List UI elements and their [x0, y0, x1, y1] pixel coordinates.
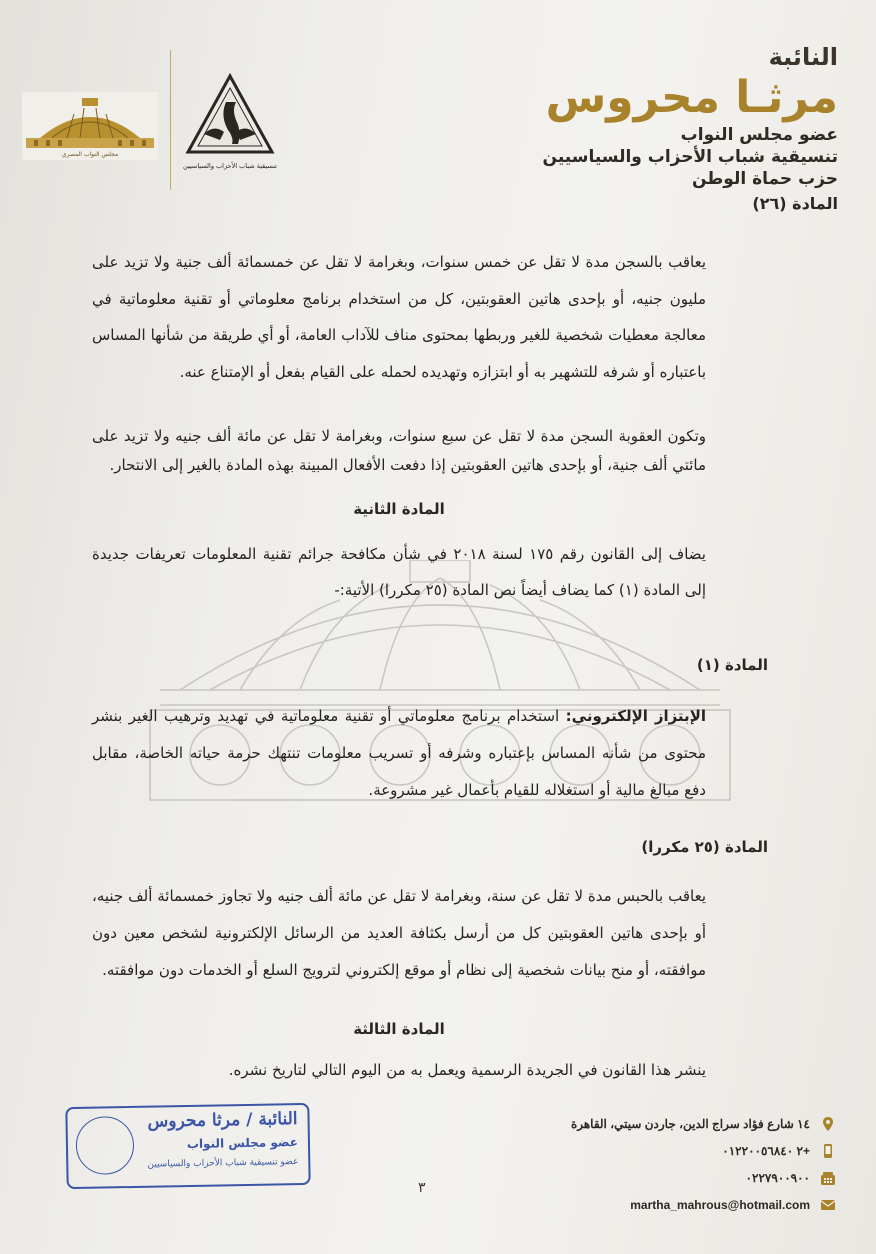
member-title: النائبة — [768, 43, 838, 71]
stamp-line-2: عضو مجلس النواب — [186, 1135, 299, 1152]
official-stamp — [65, 1103, 310, 1189]
definition-term: الإبتزاز الإلكتروني: — [565, 707, 706, 725]
parliament-logo-text: مجلس النواب المصري — [61, 151, 119, 158]
page-number: ٣ — [418, 1180, 426, 1196]
article-25bis-paragraph: يعاقب بالحبس مدة لا تقل عن سنة، وبغرامة لا تقل عن مائة ألف جنيه ولا تجاوز خمسمائة ألف جنيه، أو بإحدى هاتين العقوبتين كل من أرسل بكثافة العديد من الرسائل الإلكترونية لشخص معين دون موافقته، أو منح بيانات شخصية إلى نظام أو موقع إلكتروني لترويج السلع أو الخدمات دون موافقته. — [92, 887, 706, 979]
party-coordination-logo — [180, 72, 280, 182]
article-26-paragraph-2: وتكون العقوبة السجن مدة لا تقل عن سبع سنوات، وبغرامة لا تقل عن مائة ألف جنيه ولا تزيد على مائتي ألف جنية، أو بإحدى هاتين العقوبتين إذا دفعت الأفعال المبينة بهذه المادة بالغير إلى الانتحار. — [92, 427, 706, 474]
member-role: عضو مجلس النواب — [680, 125, 838, 145]
article-26-paragraph-1: يعاقب بالسجن مدة لا تقل عن خمس سنوات، وبغرامة لا تقل عن خمسمائة ألف جنية ولا تزيد على مليون جنيه، أو بإحدى هاتين العقوبتين، كل من استخدام برنامج معلوماتي أو تقنية معلوماتية في معالجة معطيات شخصية للغير وربطها بمحتوى مناف للآداب العامة، أو أي طريقة من شأنها المساس باعتباره أو شرفه للتشهير به أو ابتزازه وتهديده لحمله على القيام بفعل أو الإمتناع عنه. — [92, 253, 706, 381]
party-logo-text: تنسيقية شباب الأحزاب والسياسيين — [183, 162, 277, 170]
member-name: مرثـا محروس — [545, 72, 838, 123]
article-1-definition — [92, 698, 706, 809]
article-25bis-heading: المادة (٢٥ مكررا) — [641, 838, 768, 856]
mobile-phone-icon — [820, 1143, 836, 1159]
contact-block — [496, 1110, 836, 1218]
letterhead — [538, 42, 838, 216]
contact-address-row — [496, 1110, 836, 1137]
section-2-paragraph: يضاف إلى القانون رقم ١٧٥ لسنة ٢٠١٨ في شأن مكافحة جرائم تقنية المعلومات تعريفات جديدة إلى المادة (١) كما يضاف أيضاً نص المادة (٢٥ مكررا) الأتية:- — [92, 545, 706, 599]
contact-mobile-row — [496, 1137, 836, 1164]
contact-email-row — [496, 1191, 836, 1218]
stamp-line-1: النائبة / مرثا محروس — [147, 1109, 298, 1132]
header-divider — [170, 50, 171, 190]
phone-number[interactable]: ٠٢٢٧٩٠٠٩٠٠ — [745, 1170, 810, 1185]
definition-text: استخدام برنامج معلوماتي أو تقنية معلوماتية في تهديد وترهيب الغير بنشر محتوى من شأنه المساس بإعتباره وشرفه أو تسريب معلومات تنتهك حرمة حياته الخاصة، مقابل دفع مبالغ مالية أو استغلاله للقيام بأعمال غير مشروعة. — [92, 707, 706, 799]
member-party: حزب حماة الوطن — [692, 169, 838, 189]
landline-phone-icon — [820, 1170, 836, 1186]
section-3-paragraph: ينشر هذا القانون في الجريدة الرسمية ويعمل به من اليوم التالي لتاريخ نشره. — [228, 1061, 706, 1079]
address-text: ١٤ شارع فؤاد سراج الدين، جاردن سيتي، القاهرة — [570, 1116, 810, 1131]
member-coordination: تنسيقية شباب الأحزاب والسياسيين — [542, 147, 838, 167]
section-3-heading: المادة الثالثة — [353, 1020, 445, 1038]
mobile-number[interactable]: +٢ ٠١٢٢٠٠٥٦٨٤٠ — [722, 1143, 810, 1158]
stamp-seal — [75, 1116, 134, 1175]
location-pin-icon — [820, 1116, 836, 1132]
email-icon — [820, 1197, 836, 1213]
parliament-logo — [22, 92, 158, 160]
article-1-heading: المادة (١) — [696, 656, 768, 674]
contact-phone-row — [496, 1164, 836, 1191]
email-address[interactable]: martha_mahrous@hotmail.com — [630, 1197, 810, 1212]
section-2-heading: المادة الثانية — [353, 500, 445, 518]
stamp-line-3: عضو تنسيقية شباب الأحزاب والسياسيين — [147, 1157, 299, 1170]
article-26-heading: المادة (٢٦) — [752, 194, 838, 213]
